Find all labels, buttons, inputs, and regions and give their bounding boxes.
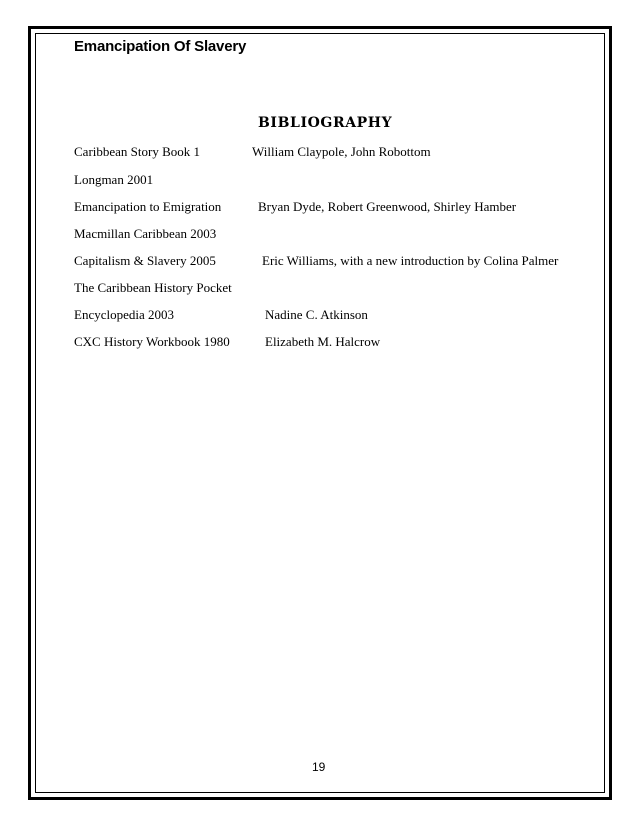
bibliography-entry-author: Eric Williams, with a new introduction by Colina Palmer [262, 253, 559, 268]
bibliography-entry-title: The Caribbean History Pocket [74, 280, 232, 295]
page-number: 19 [312, 760, 326, 774]
bibliography-entry-title: Macmillan Caribbean 2003 [74, 226, 217, 241]
bibliography-heading: BIBLIOGRAPHY [258, 115, 393, 131]
bibliography-entry-title: Caribbean Story Book 1 [74, 144, 201, 159]
bibliography-entry-author: Elizabeth M. Halcrow [265, 334, 381, 349]
document-header-title: Emancipation Of Slavery [74, 38, 247, 55]
bibliography-entry-title: Longman 2001 [74, 172, 154, 187]
bibliography-entry-title: CXC History Workbook 1980 [74, 334, 230, 349]
bibliography-entry-title: Encyclopedia 2003 [74, 307, 174, 322]
bibliography-entry-author: William Claypole, John Robottom [252, 144, 431, 159]
bibliography-entry-title: Emancipation to Emigration [74, 199, 222, 214]
bibliography-entry-title: Capitalism & Slavery 2005 [74, 253, 216, 268]
bibliography-entry-author: Nadine C. Atkinson [265, 307, 368, 322]
bibliography-entry-author: Bryan Dyde, Robert Greenwood, Shirley Hamber [258, 199, 517, 214]
